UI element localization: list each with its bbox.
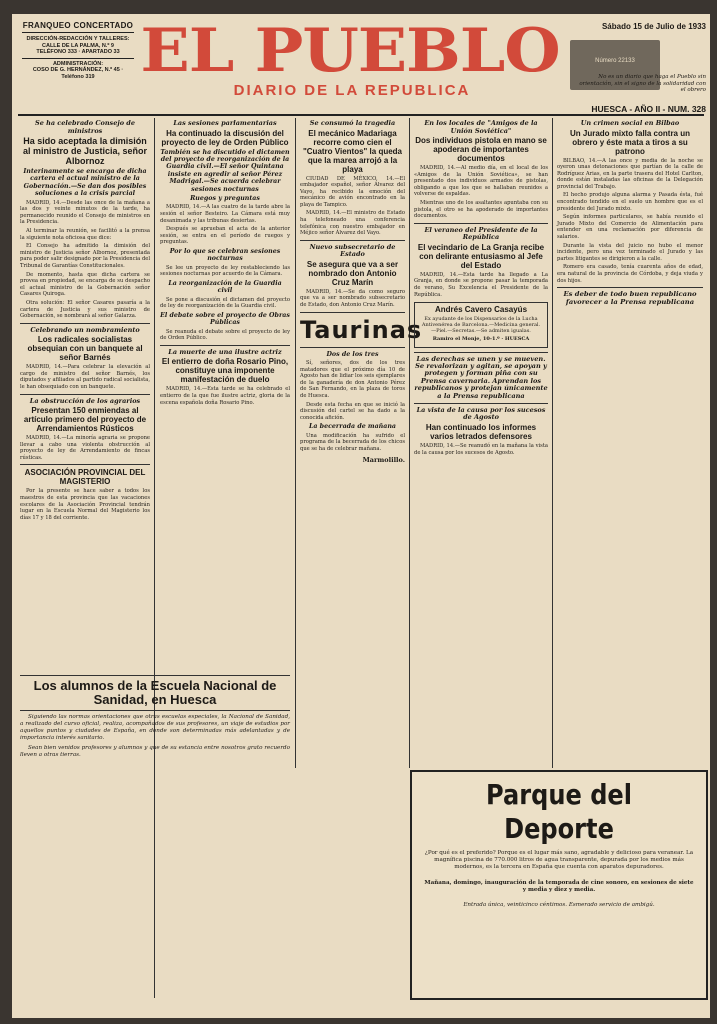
article-paragraph: MADRID, 14.—Para celebrar la elevación al cargo de ministro del señor Barnés, los diputados y afiliados al partido radical socialista, le han obsequiado con un banquete.: [20, 364, 150, 390]
wide-article-tail: Sean bien venidos profesores y alumnos y que de su estancia entre nosotros grato recuerdo lleven a otras tierras.: [20, 745, 290, 759]
article-headline: Un Jurado mixto falla contra un obrero y éste mata a tiros a su patrono: [569, 128, 690, 156]
issue-number: HUESCA - AÑO II - NUM. 328: [591, 104, 706, 114]
article-kicker: En los locales de "Amigos de la Unión Soviética": [424, 119, 538, 135]
article-paragraph: MADRID, 14.—Desde las once de la mañana a las dos y veinte minutos de la tarde, ha permanecido reunido el Consejo de ministros en la Presidencia.: [20, 199, 150, 226]
column-4: [414, 118, 548, 758]
section-title-taurinas: Taurinas: [300, 315, 423, 344]
section-subhead: Ruegos y preguntas: [190, 194, 260, 202]
column-3: [300, 118, 423, 998]
article-headline: El mecánico Madariaga recorre como cien el "Cuatro Vientos" la queda que la marea arrojó a la playa: [302, 128, 402, 174]
article-paragraph: De momento, hasta que dicha cartera se provea en propiedad, se encarga de su despacho el actual ministro de la Gobernación señor Casares Quiroga.: [20, 271, 150, 298]
article-paragraph: Por la presente se hace saber a todos los maestros de esta provincia que las vacaciones escolares de la Asociación Provincial tendrán lugar en la Escuela Normal del Magisterio los días 17 y 18 del corriente.: [20, 488, 150, 521]
article-kicker: Se consumó la tragedia: [309, 119, 396, 127]
section-subhead: La reorganización de la Guardia civil: [168, 279, 282, 295]
article-headline: Se asegura que va a ser nombrado don Antonio Cruz Marín: [306, 259, 399, 287]
article-paragraph: Al terminar la reunión, se facilitó a la prensa la siguiente nota oficiosa que dice:: [20, 228, 150, 241]
article-paragraph: Mientras uno de los asaltantes apuntaba con su pistola, el otro se ha apoderado de importantes documentos.: [414, 199, 548, 220]
article-kicker: El veraneo del Presidente de la República: [424, 225, 538, 242]
article-paragraph: MADRID, 14.—A las cuatro de la tarde abre la sesión el señor Besteiro. La Cámara está muy desanimada y las tribunas desiertas.: [160, 204, 290, 224]
address-line: DIRECCIÓN-REDACCIÓN Y TALLERES:: [26, 36, 130, 42]
address-line: TELÉFONO 333 · APARTADO 33: [36, 49, 120, 55]
article-paragraph: Durante la vista del juicio no hubo el menor incidente, pero una vez terminado el Jurado y las partes litigantes se dirigieron a la calle.: [557, 242, 703, 262]
article-kicker: Celebrando un nombramiento: [30, 325, 140, 334]
column-divider: [409, 118, 410, 768]
section-subhead: El debate sobre el proyecto de Obras Públicas: [160, 311, 290, 327]
wide-article-headline: Los alumnos de la Escuela Nacional de Sanidad, en Huesca: [33, 678, 277, 707]
article-paragraph: Se reanuda el debate sobre el proyecto de ley de Orden Público.: [160, 328, 290, 342]
article-headline: Presentan 150 enmiendas al artículo primero del proyecto de Arrendamientos Rústicos: [23, 406, 147, 434]
masthead-rule: [18, 114, 704, 116]
section-slogan: Las derechas se unen y se mueven. Se revalorizan y agitan, se apoyan y protegen y forman piña con su Prensa cavernaria. Aprendan los republicanos y protejan únicamente a la Prensa republicana: [414, 354, 548, 400]
ad-body: ¿Por qué es el preferido? Porque es el lugar más sano, agradable y delicioso para veranear. La magnífica piscina de 770.000 litros de agua transparente, depurada por los medios más modernos, es la tercera en España que cuenta con aparatos depuradores.: [424, 850, 694, 871]
section-subhead: Dos de los tres: [326, 350, 379, 358]
article-kicker: Las sesiones parlamentarias: [173, 119, 277, 127]
doctor-address: Ramiro el Monje, 10-1.º · HUESCA: [432, 336, 530, 343]
newspaper-page: [12, 14, 710, 1018]
franqueo-label: FRANQUEO CONCERTADO: [22, 22, 134, 33]
article-headline: El vecindario de La Granja recibe con delirante entusiasmo al Jefe del Estado: [417, 242, 545, 270]
newspaper-subtitle: DIARIO DE LA REPUBLICA: [233, 82, 471, 99]
article-kicker: La vista de la causa por los sucesos de Agosto: [416, 405, 546, 422]
article-headline: El entierro de doña Rosario Pino, constituye una imponente manifestación de duelo: [161, 357, 289, 385]
newspaper-title: EL PUEBLO: [140, 16, 560, 86]
article-subhead: Interinamente se encarga de dicha cartera el actual ministro de la Gobernación.—Se dan dos posibles soluciones a la crisis parcial: [23, 168, 147, 198]
article-paragraph: CIUDAD DE MÉXICO, 14.—El embajador español, señor Álvarez del Vayo, ha recibido la emoción del mecánico de avión encontrado en la playa de Tampico.: [300, 175, 405, 208]
section-subhead: Por lo que se celebran sesiones nocturnas: [169, 247, 281, 263]
article-paragraph: El hecho produjo alguna alarma y Pasada ésta, fué encontrado tendido en el suelo un hombre que es el presidente del Jurado mixto.: [557, 192, 703, 212]
article-paragraph: BILBAO, 14.—A las once y media de la noche se oyeron unas detonaciones que partían de la calle de Rodríguez Arias, en la parte trasera del Hotel Carlton, donde están instaladas las oficinas de la Delegación provincial del Trabajo.: [557, 157, 703, 190]
article-kicker: Un crimen social en Bilbao: [580, 119, 680, 127]
article-paragraph: Según informes particulares, se había reunido el Jurado Mixto del Comercio de Alimentación para entender en una reclamación por diferencia de salarios.: [557, 214, 703, 241]
column-2: [160, 118, 290, 666]
article-paragraph: Se pone a discusión el dictamen del proyecto de ley de reorganización de la Guardia civil.: [160, 296, 290, 310]
article-headline: Dos individuos pistola en mano se apoderan de importantes documentos: [415, 136, 547, 163]
column-divider: [552, 118, 553, 768]
article-paragraph: MADRID, 14.—La minoría agraria se propone llevar a cabo una violenta obstrucción al proyecto de ley de Arrendamiento de fincas rústicas.: [20, 435, 150, 461]
ad-title: Parque del Deporte: [485, 778, 633, 845]
article-kicker: La muerte de una ilustre actriz: [168, 347, 282, 356]
ad-footer: Mañana, domingo, inauguración de la temporada de cine sonoro, en sesiones de siete y media y diez y media.: [424, 879, 694, 893]
article-paragraph: MADRID, 14.—Se da como seguro que va a ser nombrado subsecretario de Estado, don Antonio Cruz Marín.: [300, 288, 405, 309]
article-kicker: La obstrucción de los agrarios: [29, 396, 141, 405]
article-headline: Ha continuado la discusión del proyecto de ley de Orden Público: [161, 128, 289, 147]
column-1: [20, 118, 150, 666]
doctor-ad-box: [414, 302, 548, 347]
doctor-details: Ex ayudante de los Dispensarios de la Lucha Antivenérea de Barcelona.—Medicina general.—Piel.—Secretas.—Se admiten igualas.: [421, 315, 541, 335]
masthead-left-box: [22, 22, 134, 80]
doctor-name: Andrés Cavero Casayús: [434, 305, 528, 315]
wide-article-body: Siguiendo las normas orientaciones que otras escuelas especiales, la Nacional de Sanidad, a realizado del curso oficial, realiza, acompañados de sus profesores, un viaje de estudios por aquellos puntos y ciudades de España, en donde son determinadas más adelantadas y de importancia interés sanitario.: [20, 714, 290, 742]
article-paragraph: Sí, señores, dos de los tres matadores que el próximo día 10 de Agosto han de lidiar los seis ejemplares de la ganadería de don Antonio Pérez de San Fernando, en la plaza de toros de Huesca.: [300, 360, 405, 399]
article-headline: ASOCIACIÓN PROVINCIAL DEL MAGISTERIO: [24, 468, 146, 487]
article-paragraph: Una modificación ha sufrido el programa de la becerrada de los chicos que se ha de celebrar mañana.: [300, 432, 405, 452]
article-paragraph: MADRID, 14.—El ministro de Estado ha telefoneado una conferencia telefónica con nuestro embajador en Méjico señor Álvarez del Vayo.: [300, 210, 405, 237]
address-line: ADMINISTRACIÓN:: [52, 60, 104, 67]
section-subhead: La becerrada de mañana: [308, 423, 396, 431]
column-5: [557, 118, 703, 758]
article-paragraph: Desde esta fecha en que se inició la discusión del cartel se ha dado a la conocida afición.: [300, 401, 405, 421]
article-paragraph: MADRID, 14.—Esta tarde se ha celebrado el entierro de la que fue ilustre actriz, gloria de la escena española doña Rosario Pino.: [160, 386, 290, 406]
advertisement-parque-del-deporte: [410, 770, 708, 1000]
article-subhead: También se ha discutido el dictamen del proyecto de reorganización de la Guardia civil.—El señor Quintana insiste en agredir al señor Pérez Madrigal.—Se acuerda celebrar sesiones nocturnas: [160, 148, 290, 193]
article-paragraph: MADRID, 14.—Esta tarde ha llegado a La Granja, en donde se propone pasar la temporada de verano, Su Excelencia el Presidente de la República.: [414, 271, 548, 298]
article-headline: Han continuado los informes varios letrados defensores: [425, 422, 537, 441]
article-paragraph: Otra solución: El señor Casares pasaría a la cartera de Justicia y sus ministro de Gobernación, se nombrará al señor Galarza.: [20, 299, 150, 320]
article-headline: Ha sido aceptada la dimisión al ministro de Justicia, señor Albornoz: [22, 136, 148, 166]
ad-note: Entrada única, veinticinco céntimos. Esmerado servicio de ambigú.: [463, 902, 655, 909]
section-slogan: Es deber de todo buen republicano favorecer a la Prensa republicana: [563, 290, 697, 306]
column-divider: [295, 118, 296, 768]
stamp-text: Número 22133: [595, 58, 635, 64]
article-paragraph: El Consejo ha admitido la dimisión del ministro de Justicia señor Albornoz, presentada para poder salir designado por la Presidencia del Tribunal de Garantías Constitucionales.: [20, 243, 150, 269]
issue-date: Sábado 15 de Julio de 1933: [601, 22, 706, 31]
wide-article: [20, 672, 290, 1002]
article-kicker: Se ha celebrado Consejo de ministros: [35, 119, 135, 135]
article-kicker: Nuevo subsecretario de Estado: [309, 242, 396, 259]
article-paragraph: Después se aprueban el acta de la anterior sesión, se entra en el período de ruegos y preguntas.: [160, 226, 290, 246]
address-line: CALLE DE LA PALMA, N.º 9: [42, 42, 114, 49]
article-paragraph: Romero era casado, tenía cuarenta años de edad, era natural de la provincia de Córdoba, y deja viuda y dos hijos.: [557, 264, 703, 284]
masthead-motto: No es un diario que haga el Pueblo sin orientación, sin el signo de la solidaridad con el obrero: [579, 74, 706, 93]
article-signature: Marmolillo.: [362, 455, 405, 464]
article-headline: Los radicales socialistas obsequian con un banquete al señor Barnés: [27, 335, 143, 363]
article-paragraph: MADRID, 14.—Al medio día, en el local de los «Amigos de la Unión Soviética», se han presentado dos individuos armados de pistolas, obligando a que los que se hallaban reunidos a volverse de espaldas.: [414, 165, 548, 198]
article-paragraph: MADRID, 14.—Se reanudó en la mañana la vista de la causa por los sucesos de Agosto.: [414, 442, 548, 456]
address-line: COSO DE G. HERNÁNDEZ, N.º 45 · Teléfono 319: [32, 67, 124, 80]
article-paragraph: Se lee un proyecto de ley restableciendo las sesiones nocturnas por acuerdo de la Cámara.: [160, 264, 290, 278]
